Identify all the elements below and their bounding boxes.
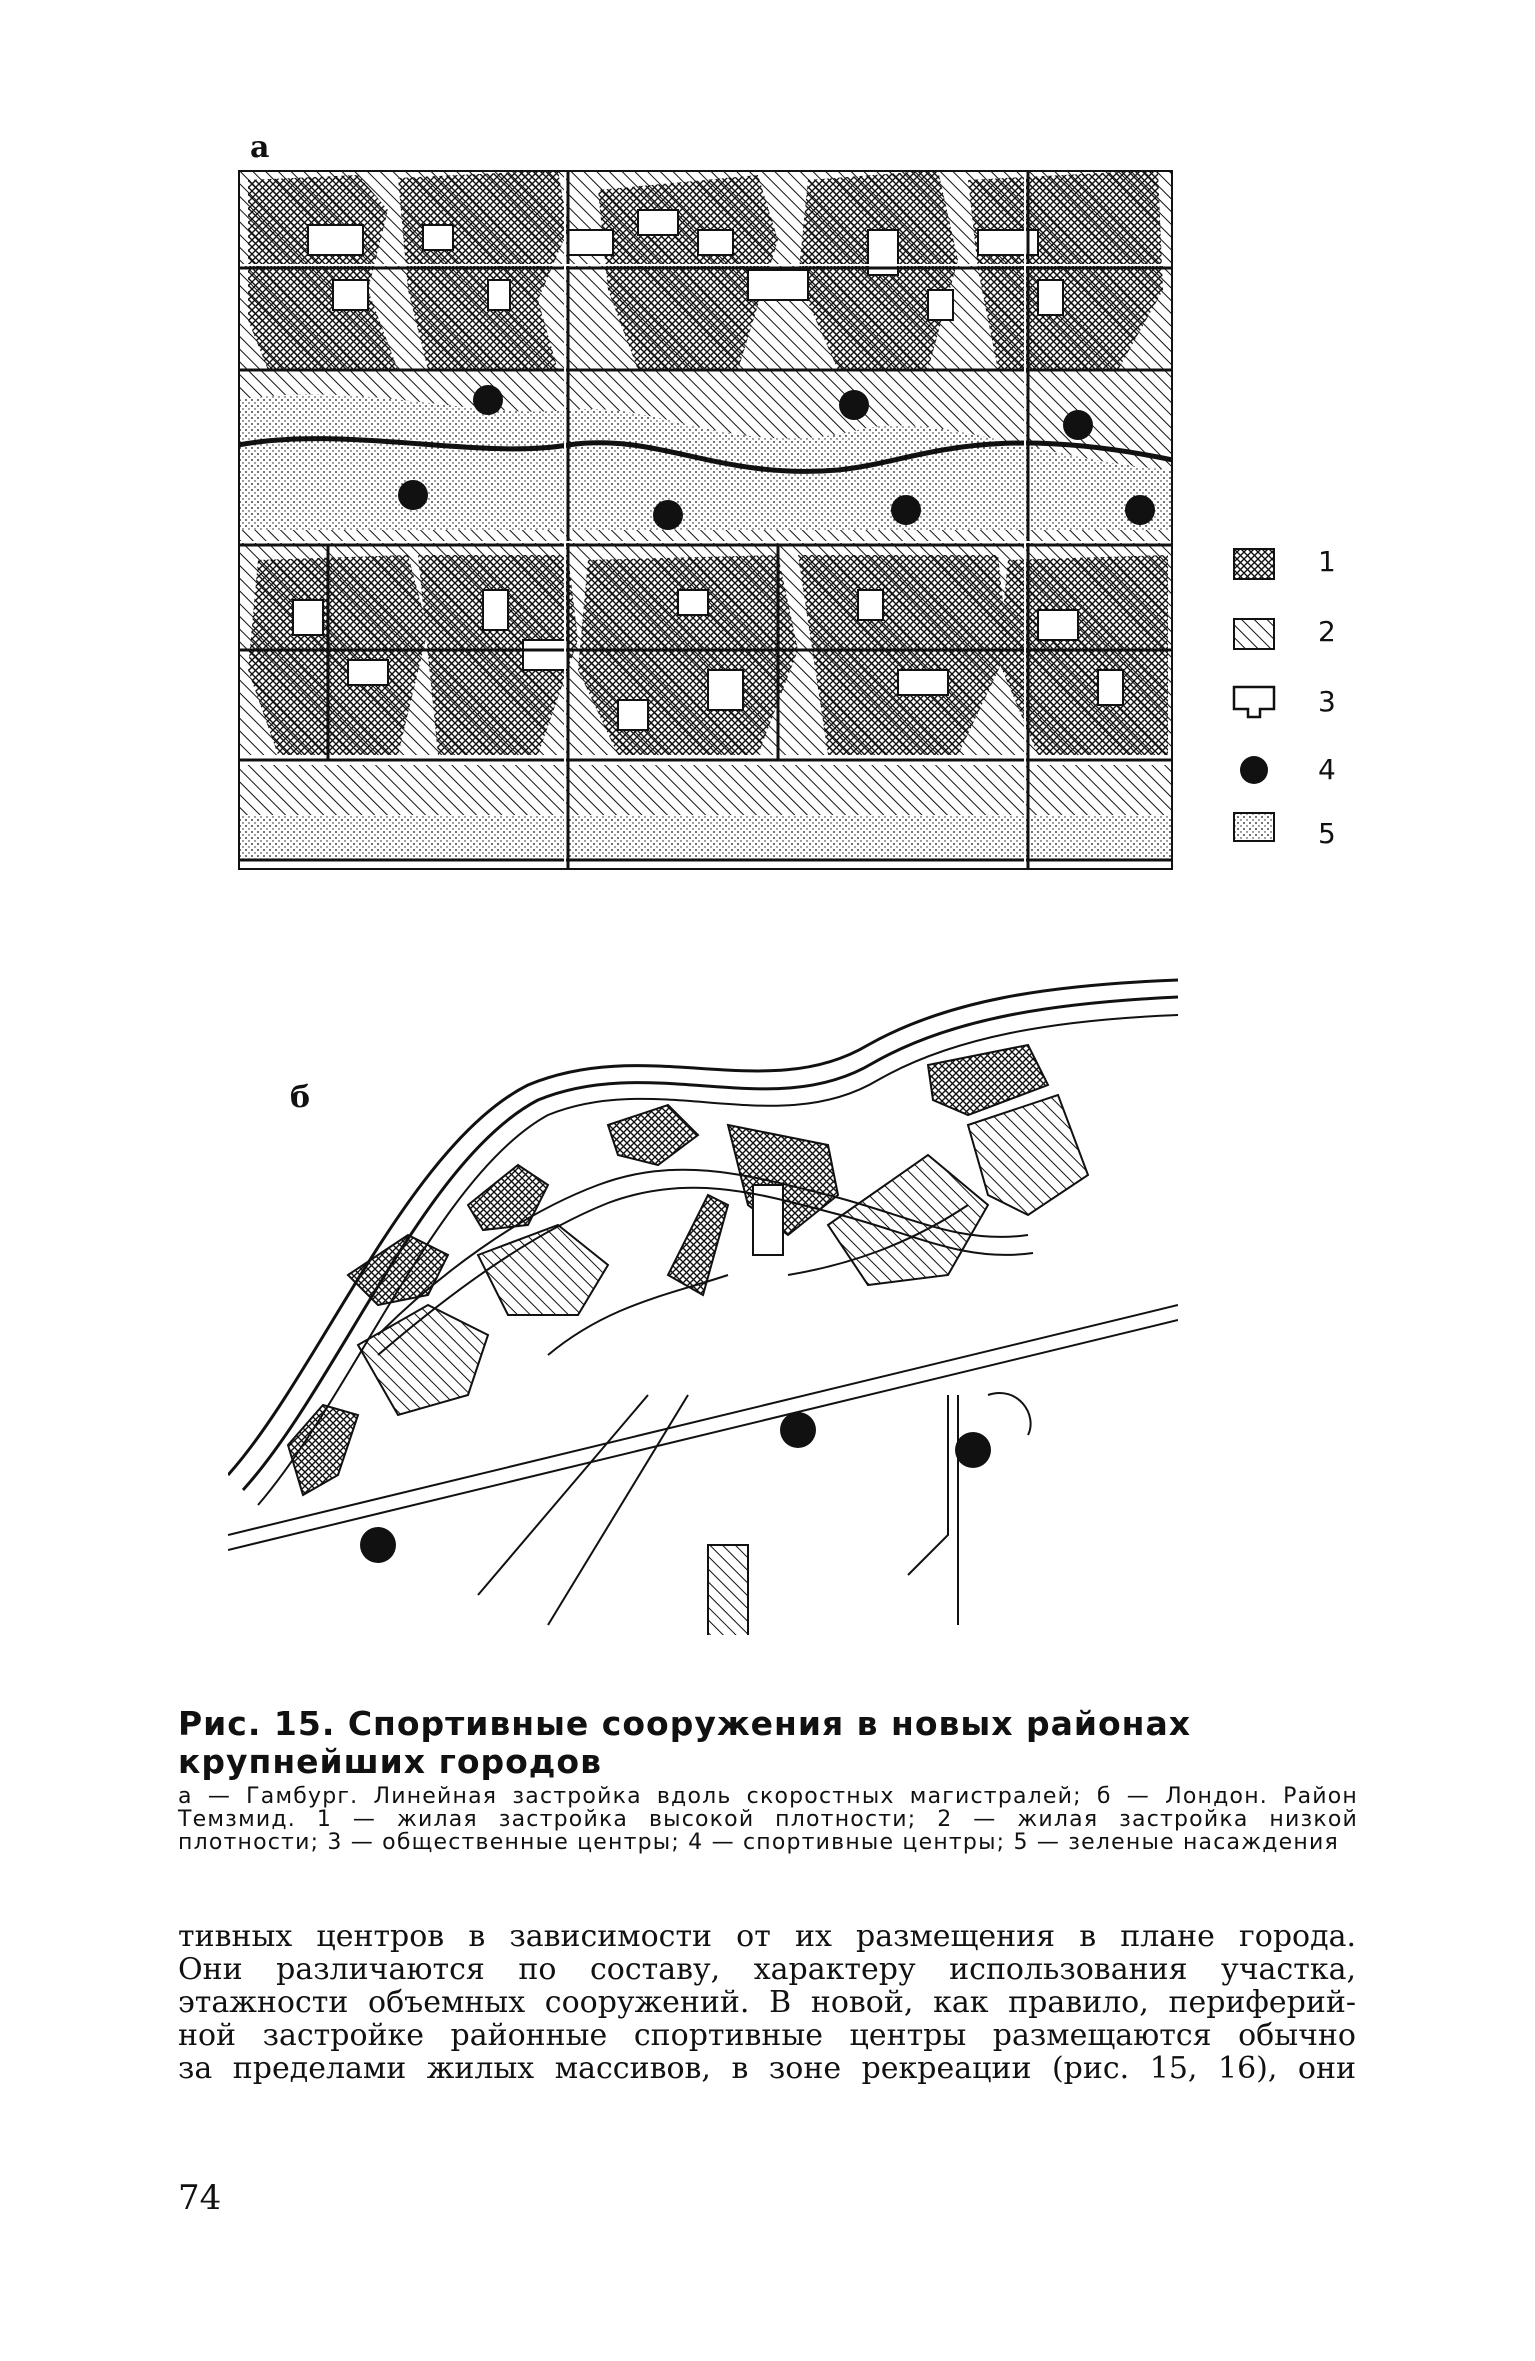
legend-num-3: 3 [1318,685,1336,718]
legend-num-2: 2 [1318,615,1336,648]
diagonal-hatch-icon [1234,619,1274,649]
legend [1230,545,1350,870]
legend-num-1: 1 [1318,545,1336,578]
hamburg-plan-map [238,170,1173,870]
body-paragraph [178,1920,1356,2085]
dense-crosshatch-icon [1234,549,1274,579]
panel-b-label: б [290,1080,311,1115]
body-line: Они различаются по составу, характеру использования участка, [178,1952,1356,1987]
body-line: за пределами жилых массивов, в зоне рекреации (рис. 15, 16), они [178,2051,1356,2086]
caption-title: Рис. 15. Спортивные сооружения в новых районах крупнейших городов [178,1704,1192,1781]
panel-a-label: а [250,130,270,165]
body-line: ной застройке районные спортивные центры размещаются обычно [178,2018,1356,2053]
body-line: этажности объемных сооружений. В новой, как правило, периферий- [178,1985,1356,2020]
page-number: 74 [178,2178,222,2218]
public-center-icon [1234,687,1274,717]
caption-body: а — Гамбург. Линейная застройка вдоль скоростных магистралей; б — Лондон. Район Темзмид. 1 — жилая застройка высокой плотности; 2 — жилая застройка низкой плотности; 3 — общественные центры; 4 — спортивные центры; 5 — зеленые насаждения [178,1784,1358,1855]
dotted-green-icon [1234,813,1274,841]
body-line: тивных центров в зависимости от их размещения в плане города. [178,1919,1356,1954]
thamesmead-plan-map [228,975,1178,1635]
sports-dot-icon [1240,756,1268,784]
legend-num-5: 5 [1318,817,1336,850]
legend-num-4: 4 [1318,753,1336,786]
